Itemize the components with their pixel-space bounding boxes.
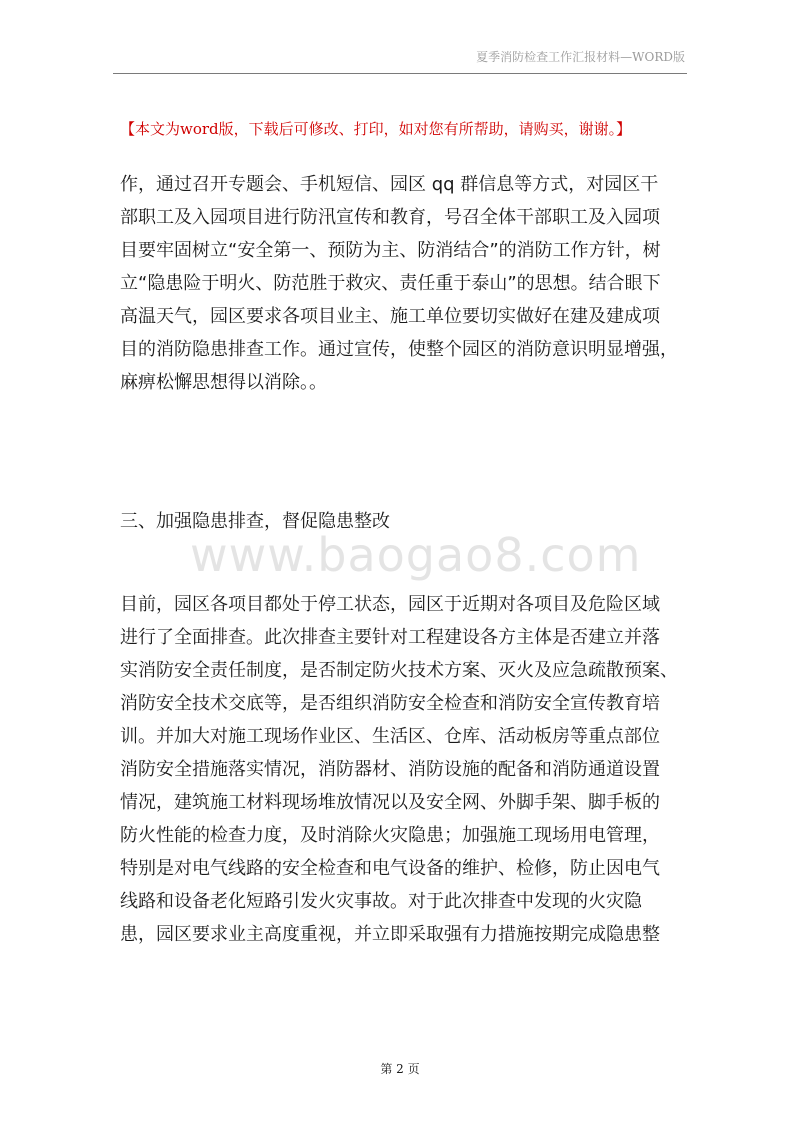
paragraph-line: 训。并加大对施工现场作业区、生活区、仓库、活动板房等重点部位 (120, 726, 660, 747)
paragraph-inspection (120, 588, 685, 951)
paragraph-line: 目前，园区各项目都处于停工状态，园区于近期对各项目及危险区域 (120, 594, 660, 615)
paragraph-line: 防火性能的检查力度，及时消除火灾隐患；加强施工现场用电管理， (120, 825, 660, 846)
document-header-title: 夏季消防检查工作汇报材料—WORD版 (476, 50, 685, 64)
watermark-text: www.baogao8.com (190, 528, 642, 582)
section-heading: 三、加强隐患排查，督促隐患整改 (120, 511, 390, 532)
paragraph-line: 线路和设备老化短路引发火灾事故。对于此次排查中发现的火灾隐 (120, 891, 642, 912)
paragraph-line: 消防安全技术交底等，是否组织消防安全检查和消防安全宣传教育培 (120, 693, 660, 714)
page-number: 第 2 页 (380, 1062, 420, 1076)
paragraph-line: 实消防安全责任制度，是否制定防火技术方案、灭火及应急疏散预案、 (120, 660, 678, 681)
paragraph-line: 目要牢固树立“安全第一、预防为主、防消结合”的消防工作方针，树 (120, 240, 661, 261)
paragraph-line: 患，园区要求业主高度重视，并立即采取强有力措施按期完成隐患整 (120, 924, 660, 945)
header-divider (113, 73, 687, 74)
paragraph-line: 高温天气，园区要求各项目业主、施工单位要切实做好在建及建成项 (120, 306, 660, 327)
download-notice: 【本文为word版，下载后可修改、打印，如对您有所帮助，请购买，谢谢。】 (120, 120, 632, 138)
paragraph-line: 特别是对电气线路的安全检查和电气设备的维护、检修，防止因电气 (120, 858, 660, 879)
paragraph-line: 进行了全面排查。此次排查主要针对工程建设各方主体是否建立并落 (120, 627, 660, 648)
paragraph-line: 情况，建筑施工材料现场堆放情况以及安全网、外脚手架、脚手板的 (120, 792, 660, 813)
paragraph-line: 麻痹松懈思想得以消除。。 (120, 372, 327, 393)
paragraph-line: 部职工及入园项目进行防汛宣传和教育，号召全体干部职工及入园项 (120, 207, 660, 228)
paragraph-line: 消防安全措施落实情况，消防器材、消防设施的配备和消防通道设置 (120, 759, 660, 780)
paragraph-line: 立“隐患险于明火、防范胜于救灾、责任重于泰山”的思想。结合眼下 (120, 273, 661, 294)
paragraph-line: 目的消防隐患排查工作。通过宣传，使整个园区的消防意识明显增强， (120, 339, 678, 360)
paragraph-line: 作，通过召开专题会、手机短信、园区 qq 群信息等方式，对园区干 (120, 174, 659, 195)
paragraph-publicity (120, 168, 685, 399)
